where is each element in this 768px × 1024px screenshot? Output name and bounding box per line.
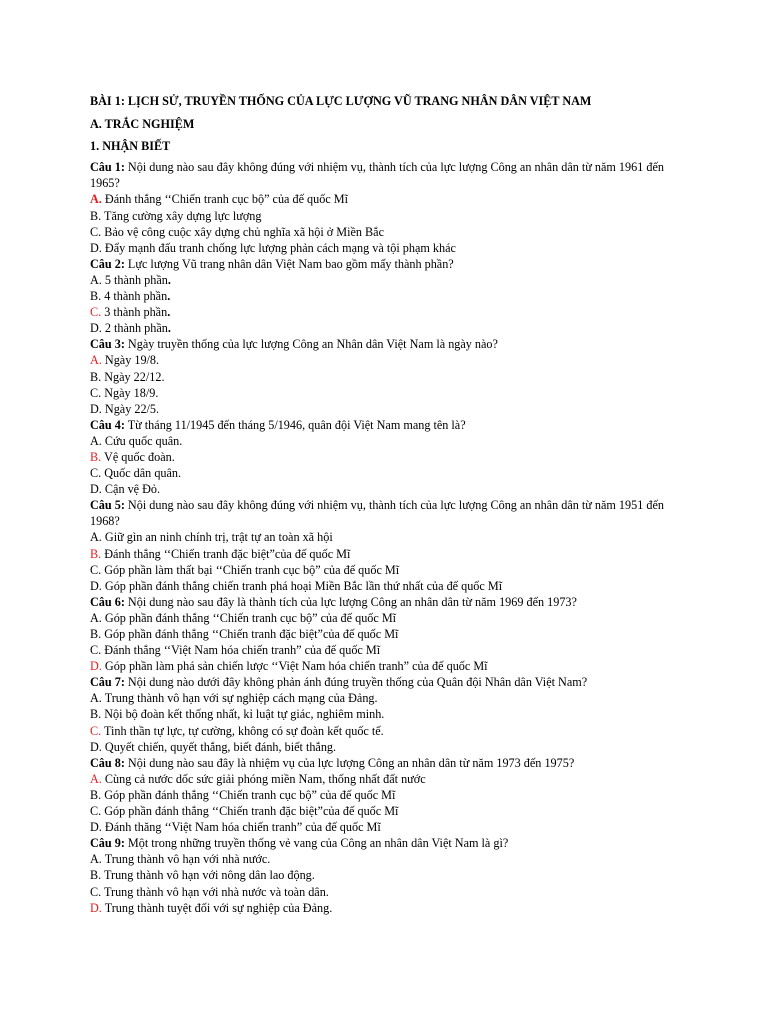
question-body: Nội dung nào dưới đây không phản ánh đúng truyền thống của Quân đội Nhân dân Việt Nam? bbox=[127, 675, 588, 690]
question-text bbox=[90, 256, 680, 272]
question-block bbox=[90, 594, 680, 674]
answer-letter: D. bbox=[90, 482, 102, 497]
answer-option bbox=[90, 819, 680, 835]
answer-letter-correct: C. bbox=[90, 723, 102, 738]
answer-option bbox=[90, 706, 680, 722]
question-body: Từ tháng 11/1945 đến tháng 5/1946, quân đội Việt Nam mang tên là? bbox=[127, 417, 466, 432]
answer-option bbox=[90, 369, 680, 385]
answer-option bbox=[90, 546, 680, 562]
section-title: A. TRẮC NGHIỆM bbox=[90, 117, 195, 132]
answer-option bbox=[90, 208, 680, 224]
answer-option bbox=[90, 771, 680, 787]
answer-option bbox=[90, 787, 680, 803]
subsection-title: 1. NHẬN BIẾT bbox=[90, 139, 171, 154]
question-block bbox=[90, 755, 680, 835]
answer-letter: C. bbox=[90, 643, 102, 658]
answer-option bbox=[90, 465, 680, 481]
question-label: Câu 4: bbox=[90, 417, 125, 432]
answer-text: Vệ quốc đoàn. bbox=[104, 449, 175, 464]
answer-letter-correct: C. bbox=[90, 305, 102, 320]
answer-letter: B. bbox=[90, 707, 102, 722]
answer-option bbox=[90, 320, 680, 336]
answer-text: Đánh thắng ‘‘Chiến tranh cục bộ” của đế quốc Mĩ bbox=[104, 192, 349, 207]
question-body: Nội dung nào sau đây không đúng với nhiệm vụ, thành tích của lực lượng Công an nhân dân từ năm 1951 đến 1968? bbox=[90, 498, 664, 529]
question-body: Lực lượng Vũ trang nhân dân Việt Nam bao gồm mấy thành phần? bbox=[127, 256, 454, 271]
answer-letter-correct: B. bbox=[90, 449, 102, 464]
answer-option bbox=[90, 851, 680, 867]
document-title: BÀI 1: LỊCH SỬ, TRUYỀN THỐNG CỦA LỰC LƯỢNG VŨ TRANG NHÂN DÂN VIỆT NAM bbox=[90, 94, 592, 108]
question-block bbox=[90, 417, 680, 497]
answer-text: Ngày 18/9. bbox=[104, 385, 159, 400]
question-text bbox=[90, 417, 680, 433]
question-body: Nội dung nào sau đây là thành tích của lực lượng Công an nhân dân từ năm 1969 đến 1973? bbox=[127, 594, 577, 609]
answer-text: Đánh thắng ‘‘Chiến tranh đặc biệt”của đế quốc Mĩ bbox=[104, 546, 351, 561]
answer-text: Giữ gìn an ninh chính trị, trật tự an toàn xã hội bbox=[104, 530, 333, 545]
answer-option bbox=[90, 224, 680, 240]
question-text bbox=[90, 159, 680, 191]
answer-text: 2 thành phần bbox=[104, 321, 168, 336]
answer-text: Tăng cường xây dựng lực lượng bbox=[104, 208, 262, 223]
answer-letter: D. bbox=[90, 578, 102, 593]
answer-option bbox=[90, 433, 680, 449]
answer-text: Góp phần đánh thắng ‘‘Chiến tranh cục bộ” của đế quốc Mĩ bbox=[104, 787, 396, 802]
question-label: Câu 5: bbox=[90, 498, 125, 513]
answer-text: Cận vệ Đỏ. bbox=[104, 482, 161, 497]
answer-option bbox=[90, 884, 680, 900]
answer-letter: D. bbox=[90, 240, 102, 255]
answer-option bbox=[90, 900, 680, 916]
answer-letter: C. bbox=[90, 224, 102, 239]
answer-letter-correct: A. bbox=[90, 353, 102, 368]
answer-text: Trung thành tuyệt đối với sự nghiệp của Đảng. bbox=[104, 900, 333, 915]
answer-tail: . bbox=[167, 289, 171, 304]
answer-option bbox=[90, 867, 680, 883]
answer-option bbox=[90, 401, 680, 417]
question-block bbox=[90, 835, 680, 915]
answer-option bbox=[90, 642, 680, 658]
question-text bbox=[90, 755, 680, 771]
answer-option bbox=[90, 240, 680, 256]
answer-text: Góp phần làm phá sản chiến lược ‘‘Việt Nam hóa chiến tranh” của đế quốc Mĩ bbox=[104, 659, 488, 674]
answer-letter: A. bbox=[90, 530, 102, 545]
answer-text: Trung thành vô hạn với nhà nước. bbox=[104, 852, 271, 867]
answer-text: Cùng cả nước dốc sức giải phóng miền Nam, thống nhất đất nước bbox=[104, 771, 426, 786]
answer-option bbox=[90, 481, 680, 497]
answer-letter: D. bbox=[90, 739, 102, 754]
answer-text: Góp phần làm thất bại ‘‘Chiến tranh cục bộ” của đế quốc Mĩ bbox=[104, 562, 400, 577]
answer-letter: C. bbox=[90, 562, 102, 577]
question-text bbox=[90, 336, 680, 352]
answer-text: Góp phần đánh thắng ‘‘Chiến tranh đặc biệt”của đế quốc Mĩ bbox=[104, 627, 399, 641]
answer-option bbox=[90, 385, 680, 401]
answer-letter: A. bbox=[90, 610, 102, 625]
answer-letter: C. bbox=[90, 466, 102, 481]
answer-option bbox=[90, 191, 680, 207]
question-body: Một trong những truyền thống vẻ vang của Công an nhân dân Việt Nam là gì? bbox=[127, 836, 509, 851]
answer-letter: C. bbox=[90, 385, 102, 400]
answer-text: Đánh thăng ‘‘Việt Nam hóa chiến tranh” của đế quốc Mĩ bbox=[104, 820, 381, 835]
answer-text: Góp phần đánh thắng ‘‘Chiến tranh đặc biệt”của đế quốc Mĩ bbox=[104, 804, 399, 819]
answer-letter: A. bbox=[90, 433, 102, 448]
answer-text: Tinh thần tự lực, tự cường, không có sự đoàn kết quốc tế. bbox=[104, 723, 384, 738]
question-text bbox=[90, 674, 680, 690]
answer-text: Ngày 19/8. bbox=[104, 353, 160, 368]
answer-letter: B. bbox=[90, 289, 102, 304]
answer-tail: . bbox=[167, 272, 171, 287]
answer-letter: C. bbox=[90, 884, 102, 899]
question-body: Nội dung nào sau đây không đúng với nhiệm vụ, thành tích của lực lượng Công an nhân dân từ năm 1961 đến 1965? bbox=[90, 160, 664, 191]
answer-letter: D. bbox=[90, 820, 102, 835]
answer-letter: B. bbox=[90, 208, 102, 223]
question-block bbox=[90, 336, 680, 416]
answer-option bbox=[90, 562, 680, 578]
answer-text: Góp phần đánh thắng chiến tranh phá hoại Miền Bắc lần thứ nhất của đế quốc Mĩ bbox=[104, 578, 503, 593]
question-label: Câu 7: bbox=[90, 675, 125, 690]
answer-option bbox=[90, 690, 680, 706]
question-label: Câu 2: bbox=[90, 256, 125, 271]
answer-option bbox=[90, 626, 680, 642]
answer-option bbox=[90, 272, 680, 288]
answer-text: 3 thành phần bbox=[104, 305, 168, 320]
answer-letter: A. bbox=[90, 852, 102, 867]
answer-option bbox=[90, 304, 680, 320]
answer-text: Ngày 22/12. bbox=[104, 369, 165, 384]
answer-option bbox=[90, 803, 680, 819]
question-label: Câu 3: bbox=[90, 337, 125, 352]
answer-text: Quốc dân quân. bbox=[104, 466, 182, 481]
answer-tail: . bbox=[167, 305, 171, 320]
answer-letter: D. bbox=[90, 321, 102, 336]
answer-option bbox=[90, 739, 680, 755]
answer-text: Đẩy mạnh đấu tranh chống lực lượng phản cách mạng và tội phạm khác bbox=[104, 240, 456, 255]
answer-option bbox=[90, 723, 680, 739]
answer-text: Góp phần đánh thắng ‘‘Chiến tranh cục bộ” của đế quốc Mĩ bbox=[104, 610, 397, 625]
answer-text: 4 thành phần bbox=[104, 289, 168, 304]
question-body: Ngày truyền thống của lực lượng Công an Nhân dân Việt Nam là ngày nào? bbox=[127, 337, 498, 352]
question-block bbox=[90, 256, 680, 336]
answer-text: 5 thành phần bbox=[104, 272, 168, 287]
answer-letter-correct: D. bbox=[90, 900, 102, 915]
question-text bbox=[90, 497, 680, 529]
answer-text: Đánh thắng ‘‘Việt Nam hóa chiến tranh” của đế quốc Mĩ bbox=[104, 643, 381, 658]
question-text bbox=[90, 594, 680, 610]
document-page bbox=[90, 93, 680, 916]
answer-text: Nội bộ đoàn kết thống nhất, kỉ luật tự giác, nghiêm minh. bbox=[104, 707, 385, 722]
answer-letter: D. bbox=[90, 401, 102, 416]
answer-tail: . bbox=[167, 321, 171, 336]
answer-option bbox=[90, 352, 680, 368]
answer-text: Trung thành vô hạn với nhà nước và toàn dân. bbox=[104, 884, 329, 899]
answer-option bbox=[90, 449, 680, 465]
question-body: Nội dung nào sau đây là nhiệm vụ của lực lượng Công an nhân dân từ năm 1973 đến 1975? bbox=[127, 755, 575, 770]
answer-letter: B. bbox=[90, 369, 102, 384]
answer-text: Trung thành vô hạn với sự nghiệp cách mạng của Đảng. bbox=[104, 691, 378, 706]
question-block bbox=[90, 497, 680, 594]
answer-option bbox=[90, 288, 680, 304]
question-label: Câu 8: bbox=[90, 755, 125, 770]
answer-letter: B. bbox=[90, 627, 102, 641]
answer-letter: B. bbox=[90, 787, 102, 802]
question-block bbox=[90, 159, 680, 256]
answer-letter: B. bbox=[90, 868, 102, 883]
answer-letter-correct: B. bbox=[90, 546, 102, 561]
answer-text: Trung thành vô hạn với nông dân lao động. bbox=[104, 868, 315, 883]
question-label: Câu 9: bbox=[90, 836, 125, 851]
answer-text: Quyết chiến, quyết thắng, biết đánh, biết thắng. bbox=[104, 739, 337, 754]
answer-letter: A. bbox=[90, 691, 102, 706]
answer-letter-correct: D. bbox=[90, 659, 102, 674]
question-block bbox=[90, 674, 680, 754]
answer-option bbox=[90, 658, 680, 674]
answer-option bbox=[90, 610, 680, 626]
question-label: Câu 6: bbox=[90, 594, 125, 609]
answer-letter-correct: A. bbox=[90, 192, 102, 207]
answer-option bbox=[90, 529, 680, 545]
question-text bbox=[90, 835, 680, 851]
answer-letter: C. bbox=[90, 804, 102, 819]
answer-text: Bảo vệ công cuộc xây dựng chủ nghĩa xã hội ở Miền Bắc bbox=[104, 224, 384, 239]
answer-option bbox=[90, 578, 680, 594]
answer-letter-correct: A. bbox=[90, 771, 102, 786]
answer-letter: A. bbox=[90, 272, 102, 287]
answer-text: Ngày 22/5. bbox=[104, 401, 160, 416]
answer-text: Cứu quốc quân. bbox=[104, 433, 183, 448]
question-label: Câu 1: bbox=[90, 160, 125, 175]
